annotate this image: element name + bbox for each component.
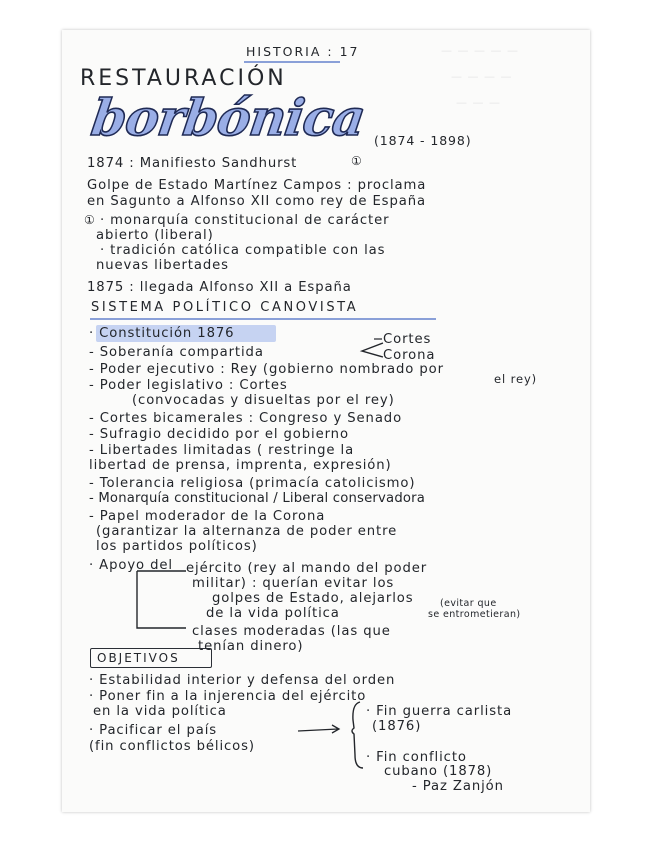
apoyo-line: tenían dinero) — [198, 639, 304, 654]
intro-line: abierto (liberal) — [96, 228, 214, 243]
page-label: HISTORIA : 17 — [246, 44, 360, 59]
system-line: - Tolerancia religiosa (primacía catolicismo) — [89, 476, 416, 491]
system-line: - Poder legislativo : Cortes — [89, 378, 288, 393]
system-line: Cortes — [383, 332, 432, 347]
bleed-through-text: — — — — [455, 96, 500, 109]
bleed-through-text: — — — — — [450, 70, 512, 83]
system-line: - Papel moderador de la Corona — [89, 509, 326, 524]
objetivo-line: (fin conflictos bélicos) — [89, 739, 255, 754]
objetivo-line: · Estabilidad interior y defensa del orden — [89, 673, 396, 688]
system-line: (garantizar la alternanza de poder entre — [96, 524, 398, 539]
section-heading-objetivos: OBJETIVOS — [97, 651, 180, 665]
apoyo-line: golpes de Estado, alejarlos — [212, 591, 414, 606]
system-line: libertad de prensa, imprenta, expresión) — [89, 458, 392, 473]
bleed-through-text: — — — — — — [440, 44, 518, 57]
system-line: - Sufragio decidido por el gobierno — [89, 427, 349, 442]
intro-line: 1875 : llegada Alfonso XII a España — [87, 280, 352, 295]
resultado-line: cubano (1878) — [384, 764, 493, 779]
intro-line: nuevas libertades — [96, 258, 229, 273]
note-mark: ① — [351, 154, 363, 168]
title-restauracion: RESTAURACIÓN — [80, 66, 287, 91]
resultado-line: · Fin conflicto — [366, 750, 467, 765]
note-mark: ① — [84, 213, 96, 227]
intro-line: en Sagunto a Alfonso XII como rey de España — [87, 194, 426, 209]
intro-line: · tradición católica compatible con las — [100, 243, 386, 258]
intro-line: · monarquía constitucional de carácter — [100, 213, 390, 228]
objetivo-line: en la vida política — [93, 704, 227, 719]
resultado-line: - Paz Zanjón — [412, 779, 504, 794]
resultado-line: (1876) — [372, 719, 422, 734]
intro-line: Golpe de Estado Martínez Campos : proclama — [87, 178, 427, 193]
system-line: los partidos políticos) — [96, 539, 258, 554]
apoyo-line: clases moderadas (las que — [192, 624, 391, 639]
apoyo-line: militar) : querían evitar los — [192, 576, 395, 591]
apoyo-line: de la vida política — [206, 606, 340, 621]
section-heading-sistema: SISTEMA POLÍTICO CANOVISTA — [91, 300, 359, 315]
system-line: - Cortes bicamerales : Congreso y Senado — [89, 411, 403, 426]
system-line: - Poder ejecutivo : Rey (gobierno nombrado por — [89, 362, 444, 377]
apoyo-label: · Apoyo del — [89, 558, 173, 573]
apoyo-note: se entrometieran) — [428, 609, 521, 620]
title-dates: (1874 - 1898) — [374, 133, 472, 148]
apoyo-line: ejército (rey al mando del poder — [186, 561, 428, 576]
system-line: Corona — [383, 348, 436, 363]
resultado-line: · Fin guerra carlista — [366, 704, 513, 719]
objetivo-line: · Pacificar el país — [89, 723, 218, 738]
system-line: - Monarquía constitucional / Liberal conservadora — [89, 491, 426, 506]
title-borbonica: borbónica — [87, 88, 369, 147]
objetivo-line: · Poner fin a la injerencia del ejército — [89, 689, 367, 704]
system-line: - Libertades limitadas ( restringe la — [89, 443, 355, 458]
system-line: (convocadas y disueltas por el rey) — [132, 393, 395, 408]
apoyo-note: (evitar que — [440, 598, 497, 609]
intro-line: 1874 : Manifiesto Sandhurst — [87, 156, 298, 171]
system-line: el rey) — [494, 372, 538, 386]
system-line: - Soberanía compartida — [89, 345, 264, 360]
constitucion-heading: · Constitución 1876 — [89, 326, 235, 341]
